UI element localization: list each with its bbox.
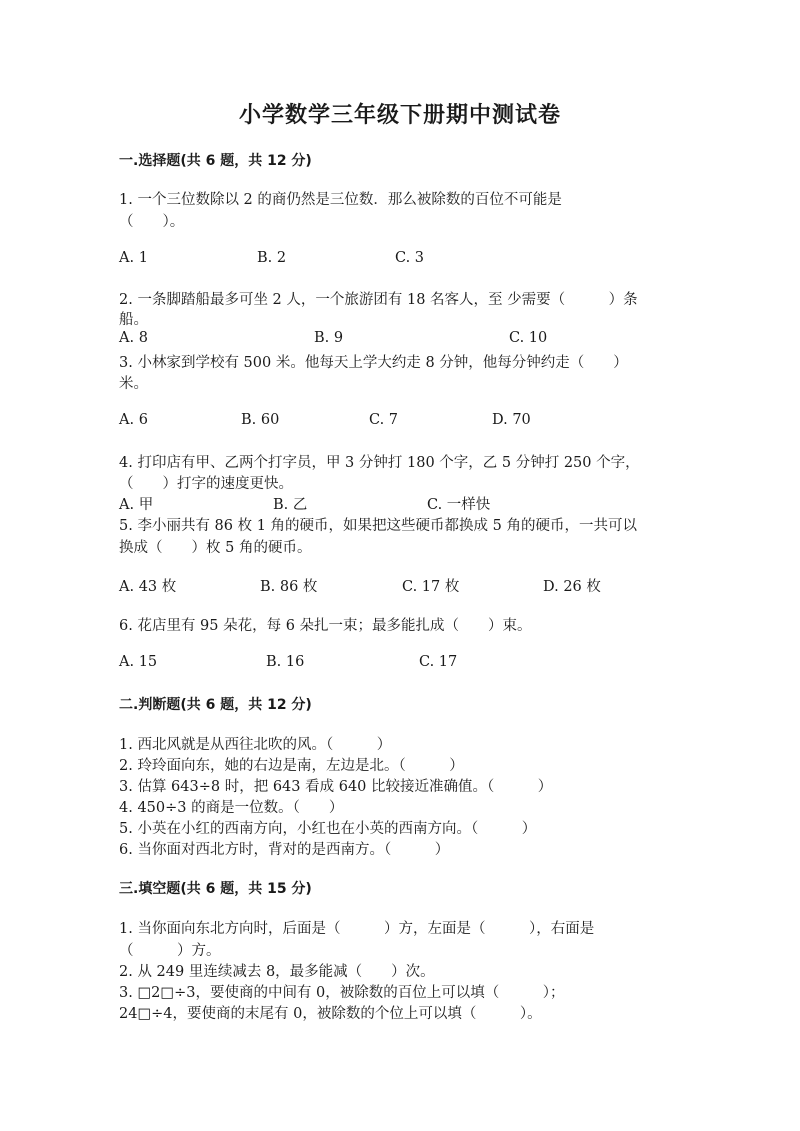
question-text: 米。 bbox=[119, 376, 148, 392]
section-heading-fill-blank: 三.填空题(共 6 题，共 15 分) bbox=[119, 881, 312, 897]
statement-line: 5. 小英在小红的西南方向，小红也在小英的西南方向。（ ） bbox=[119, 821, 537, 837]
question-text: 5. 李小丽共有 86 枚 1 角的硬币，如果把这些硬币都换成 5 角的硬币，一共可以 bbox=[119, 518, 637, 534]
question-text: 4. 打印店有甲、乙两个打字员，甲 3 分钟打 180 个字，乙 5 分钟打 250 个字， bbox=[119, 455, 640, 471]
section-heading-judgement: 二.判断题(共 6 题，共 12 分) bbox=[119, 697, 312, 713]
option-a: A. 15 bbox=[119, 654, 158, 670]
option-d: D. 70 bbox=[492, 412, 531, 428]
statement-line: 3. 估算 643÷8 时，把 643 看成 640 比较接近准确值。（ ） bbox=[119, 779, 553, 795]
option-c: C. 3 bbox=[395, 250, 425, 266]
question-text: 6. 花店里有 95 朵花，每 6 朵扎一束；最多能扎成（ ）束。 bbox=[119, 618, 532, 634]
fill-line: 2. 从 249 里连续减去 8，最多能减（ ）次。 bbox=[119, 964, 435, 980]
statement-line: 6. 当你面对西北方时，背对的是西南方。（ ） bbox=[119, 842, 450, 858]
option-c: C. 17 枚 bbox=[402, 579, 460, 595]
statement-line: 1. 西北风就是从西往北吹的风。（ ） bbox=[119, 737, 392, 753]
option-b: B. 9 bbox=[314, 330, 344, 346]
option-a: A. 1 bbox=[119, 250, 148, 266]
option-b: B. 2 bbox=[257, 250, 287, 266]
question-text: 3. 小林家到学校有 500 米。他每天上学大约走 8 分钟，他每分钟约走（ ） bbox=[119, 355, 628, 371]
option-c: C. 一样快 bbox=[427, 497, 491, 513]
option-a: A. 6 bbox=[119, 412, 148, 428]
question-text: 2. 一条脚踏船最多可坐 2 人，一个旅游团有 18 名客人，至 少需要（ ）条 bbox=[119, 292, 638, 308]
option-a: A. 甲 bbox=[119, 497, 154, 513]
question-text: （ ）打字的速度更快。 bbox=[119, 476, 293, 492]
option-c: C. 17 bbox=[419, 654, 458, 670]
fill-line: 3. □2□÷3，要使商的中间有 0，被除数的百位上可以填（ ）； bbox=[119, 985, 565, 1001]
statement-line: 4. 450÷3 的商是一位数。（ ） bbox=[119, 800, 344, 816]
section-heading-choice: 一.选择题(共 6 题，共 12 分) bbox=[119, 153, 312, 169]
statement-line: 2. 玲玲面向东，她的右边是南，左边是北。（ ） bbox=[119, 758, 464, 774]
option-b: B. 60 bbox=[241, 412, 280, 428]
option-c: C. 10 bbox=[509, 330, 548, 346]
fill-line: 1. 当你面向东北方向时，后面是（ ）方，左面是（ ），右面是 bbox=[119, 921, 595, 937]
option-b: B. 16 bbox=[266, 654, 305, 670]
fill-line: （ ）方。 bbox=[119, 943, 221, 959]
question-text: （ ）。 bbox=[119, 214, 185, 230]
option-a: A. 8 bbox=[119, 330, 148, 346]
page-title: 小学数学三年级下册期中测试卷 bbox=[238, 103, 561, 128]
fill-line: 24□÷4，要使商的末尾有 0，被除数的个位上可以填（ ）。 bbox=[119, 1006, 542, 1022]
option-b: B. 乙 bbox=[273, 497, 308, 513]
question-text: 换成（ ）枚 5 角的硬币。 bbox=[119, 540, 312, 556]
option-c: C. 7 bbox=[369, 412, 399, 428]
question-text: 船。 bbox=[119, 312, 148, 328]
question-text: 1. 一个三位数除以 2 的商仍然是三位数．那么被除数的百位不可能是 bbox=[119, 192, 562, 208]
option-b: B. 86 枚 bbox=[260, 579, 318, 595]
option-a: A. 43 枚 bbox=[119, 579, 177, 595]
option-d: D. 26 枚 bbox=[543, 579, 601, 595]
